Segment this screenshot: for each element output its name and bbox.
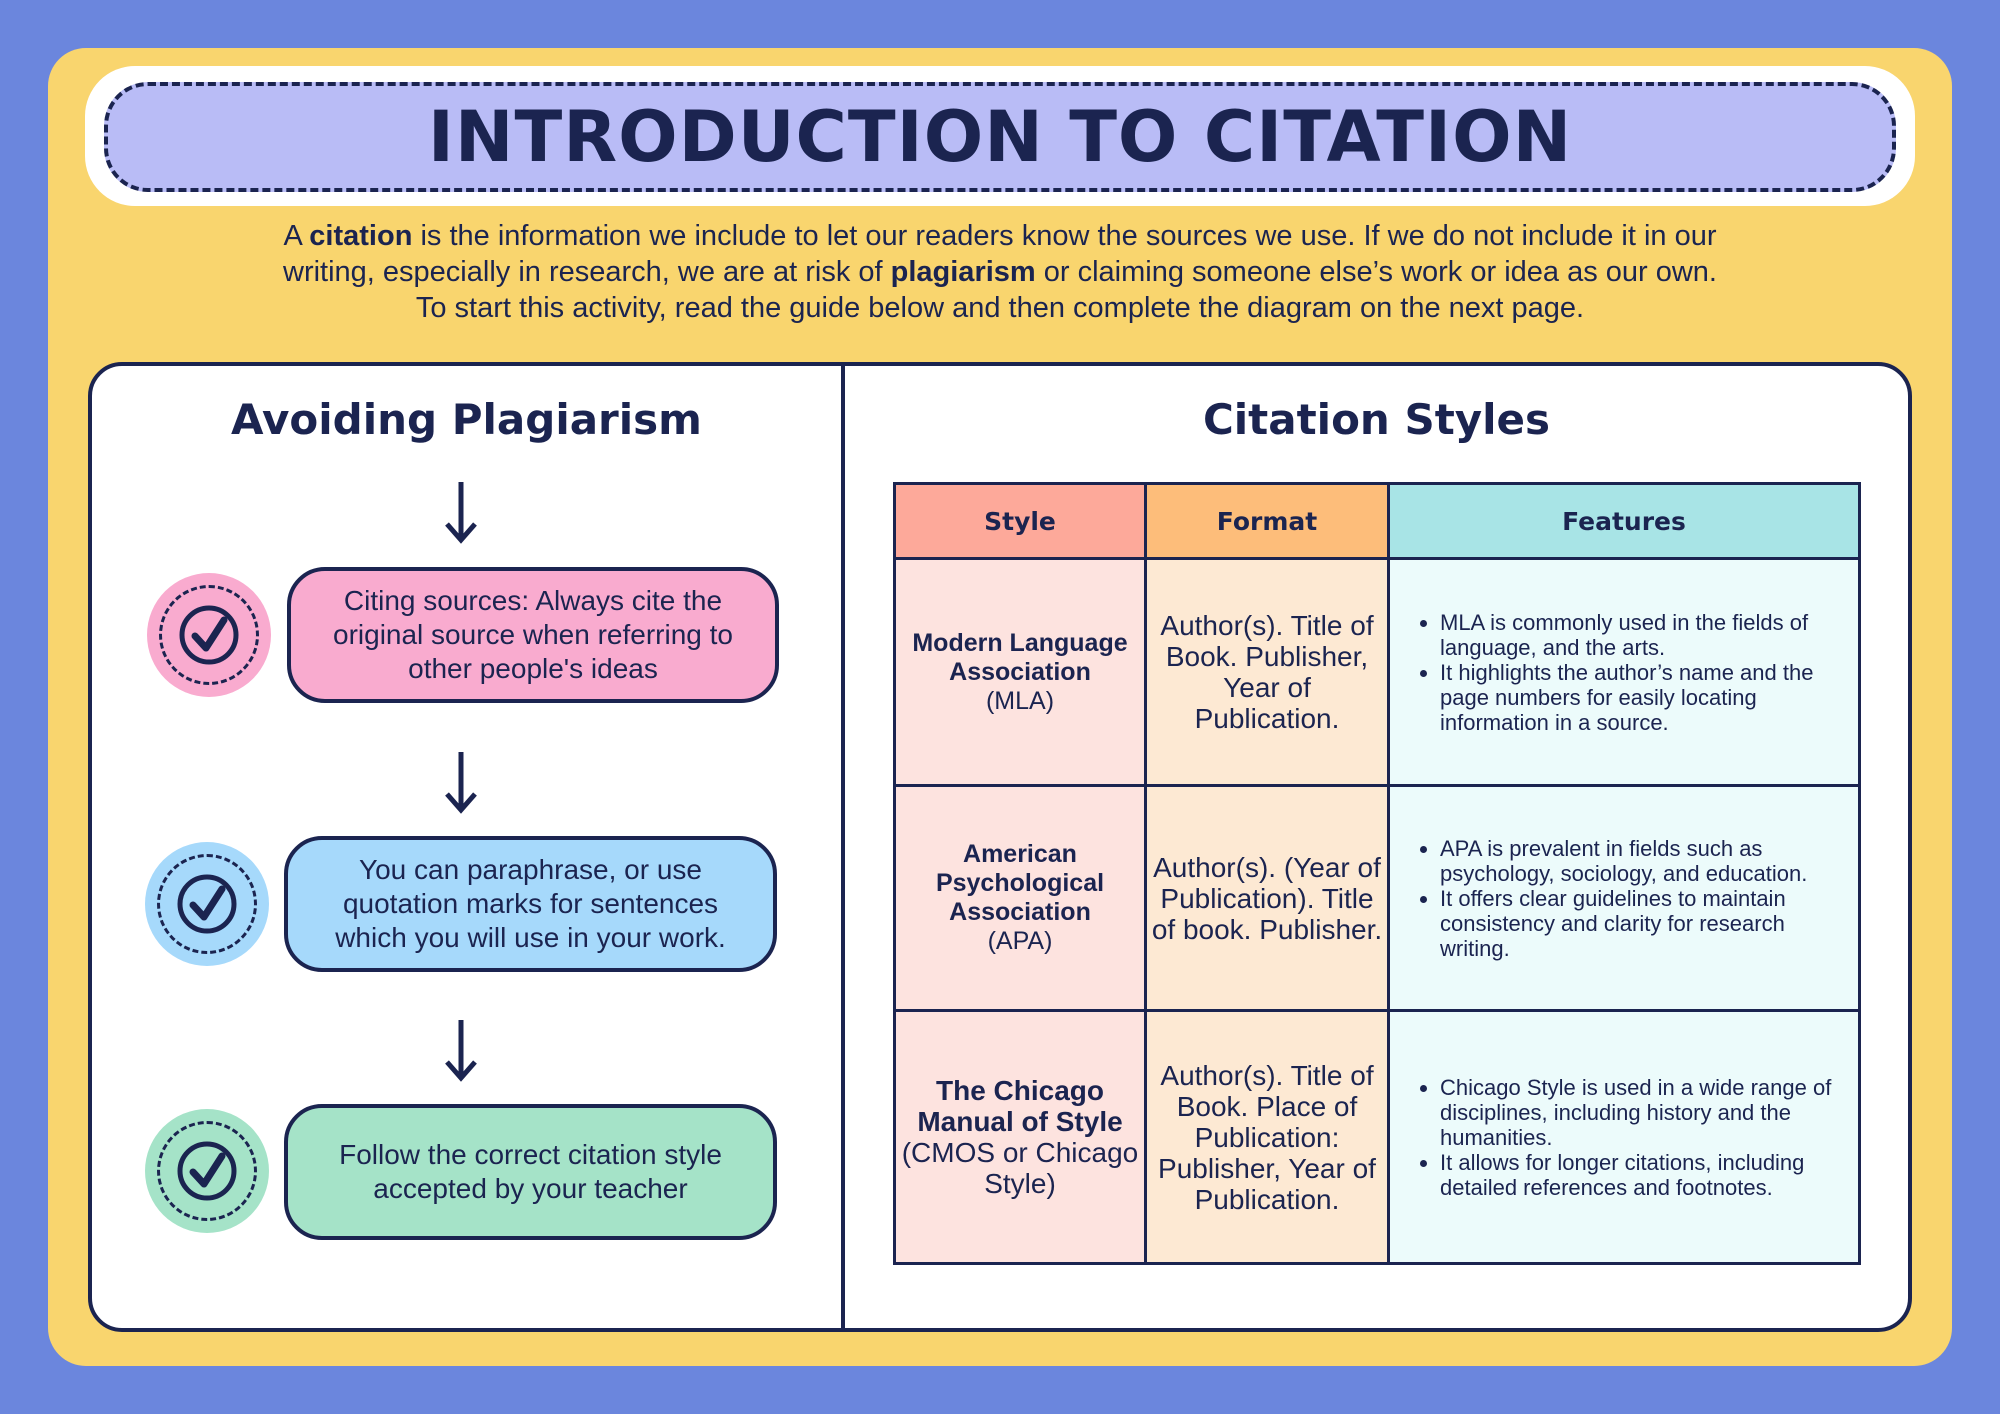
table-row xyxy=(895,786,1860,1011)
page-title: INTRODUCTION TO CITATION xyxy=(427,96,1573,178)
feature-item: • It offers clear guidelines to maintain consistency and clarity for research writing. xyxy=(1440,886,1844,961)
style-cell xyxy=(895,786,1146,1011)
header-format: Format xyxy=(1146,484,1389,559)
table-row xyxy=(895,559,1860,786)
step-text: Citing sources: Always cite the original source when referring to other people's ideas xyxy=(333,585,733,684)
format-cell: Author(s). (Year of Publication). Title of book. Publisher. xyxy=(1146,786,1389,1011)
avoiding-plagiarism-title: Avoiding Plagiarism xyxy=(231,395,702,444)
panel-divider xyxy=(841,364,845,1330)
intro-line-2 xyxy=(150,254,1850,290)
check-circle-icon xyxy=(145,1109,269,1233)
style-abbr: (CMOS or Chicago Style) xyxy=(901,1137,1139,1199)
style-abbr: (APA) xyxy=(987,927,1053,955)
intro-term-plagiarism: plagiarism xyxy=(890,256,1036,288)
intro-text: is the information we include to let our readers know the sources we use. If we do not include it in our xyxy=(412,220,1717,252)
header-style: Style xyxy=(895,484,1146,559)
style-cell xyxy=(895,1011,1146,1264)
down-arrow-icon xyxy=(441,1018,481,1084)
down-arrow-icon xyxy=(441,750,481,816)
features-list xyxy=(1390,836,1858,961)
step-text: Follow the correct citation style accepted by your teacher xyxy=(339,1139,722,1204)
style-name: American Psychological Association xyxy=(935,840,1105,926)
format-cell: Author(s). Title of Book. Publisher, Year of Publication. xyxy=(1146,559,1389,786)
intro-text: or claiming someone else’s work or idea as our own. xyxy=(1035,256,1717,288)
check-circle-icon xyxy=(147,573,271,697)
intro-line-1 xyxy=(150,218,1850,254)
citation-styles-table xyxy=(893,482,1861,1265)
down-arrow-icon xyxy=(441,480,481,546)
table-row xyxy=(895,1011,1860,1264)
step-cite-sources xyxy=(287,567,779,703)
features-list xyxy=(1390,1075,1858,1200)
format-cell: Author(s). Title of Book. Place of Publication: Publisher, Year of Publication. xyxy=(1146,1011,1389,1264)
step-follow-style xyxy=(284,1104,777,1240)
title-box xyxy=(104,82,1896,192)
features-list xyxy=(1390,610,1858,735)
step-paraphrase xyxy=(284,836,777,972)
check-circle-icon xyxy=(145,842,269,966)
citation-styles-title: Citation Styles xyxy=(1202,395,1551,444)
features-cell xyxy=(1389,786,1860,1011)
step-text: You can paraphrase, or use quotation marks for sentences which you will use in your work. xyxy=(335,854,726,953)
table-header-row xyxy=(895,484,1860,559)
style-name: The Chicago Manual of Style xyxy=(917,1075,1123,1137)
intro-text: writing, especially in research, we are at risk of xyxy=(283,256,891,288)
style-cell xyxy=(895,559,1146,786)
feature-item: • It allows for longer citations, including detailed references and footnotes. xyxy=(1440,1150,1844,1200)
features-cell xyxy=(1389,1011,1860,1264)
feature-item: • APA is prevalent in fields such as psychology, sociology, and education. xyxy=(1440,836,1844,886)
feature-item: • MLA is commonly used in the fields of language, and the arts. xyxy=(1440,610,1844,660)
style-abbr: (MLA) xyxy=(985,686,1055,715)
intro-text: A xyxy=(283,220,310,252)
features-cell xyxy=(1389,559,1860,786)
intro-term-citation: citation xyxy=(309,220,413,252)
feature-item: • It highlights the author’s name and the page numbers for easily locating information in a source. xyxy=(1440,660,1844,735)
feature-item: • Chicago Style is used in a wide range of disciplines, including history and the humanities. xyxy=(1440,1075,1844,1150)
header-features: Features xyxy=(1389,484,1860,559)
intro-paragraph xyxy=(150,218,1850,326)
style-name: Modern Language Association xyxy=(912,628,1128,686)
intro-line-3: To start this activity, read the guide below and then complete the diagram on the next page. xyxy=(415,292,1585,324)
